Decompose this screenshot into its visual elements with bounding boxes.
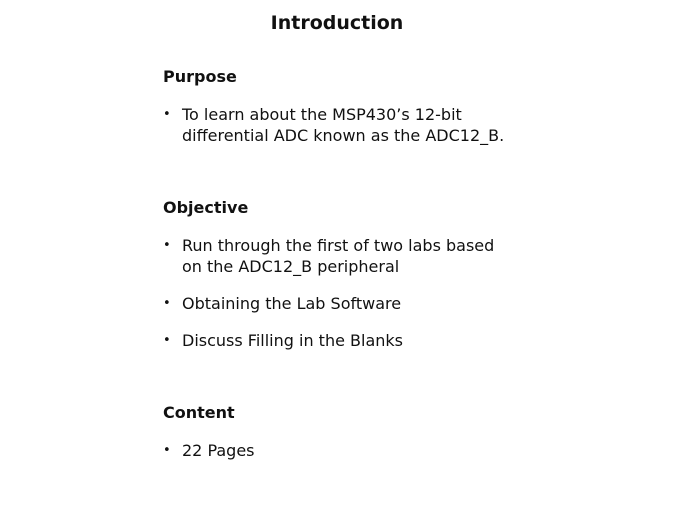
section-objective (163, 198, 583, 351)
bullet-icon: • (163, 333, 171, 348)
bullet-item (163, 440, 583, 461)
section-purpose (163, 67, 583, 146)
section-content (163, 403, 583, 461)
bullet-text-line: Run through the first of two labs based (182, 236, 495, 255)
bullet-icon: • (163, 107, 171, 122)
bullet-text-line: To learn about the MSP430’s 12-bit (182, 105, 462, 124)
bullet-list (163, 440, 583, 461)
slide-title: Introduction (270, 12, 404, 34)
bullet-text-line: Obtaining the Lab Software (182, 294, 402, 313)
bullet-text-line: 22 Pages (182, 441, 255, 460)
section-heading: Objective (163, 198, 249, 217)
bullet-text-line: Discuss Filling in the Blanks (182, 331, 403, 350)
bullet-icon: • (163, 296, 171, 311)
bullet-item (163, 330, 583, 351)
bullet-item (163, 104, 583, 146)
bullet-item (163, 293, 583, 314)
bullet-list (163, 104, 583, 146)
bullet-text-line: differential ADC known as the ADC12_B. (182, 126, 505, 145)
bullet-icon: • (163, 443, 171, 458)
bullet-text-line: on the ADC12_B peripheral (182, 257, 400, 276)
section-heading: Content (163, 403, 235, 422)
bullet-list (163, 235, 583, 351)
bullet-item (163, 235, 583, 277)
section-heading: Purpose (163, 67, 237, 86)
bullet-icon: • (163, 238, 171, 253)
